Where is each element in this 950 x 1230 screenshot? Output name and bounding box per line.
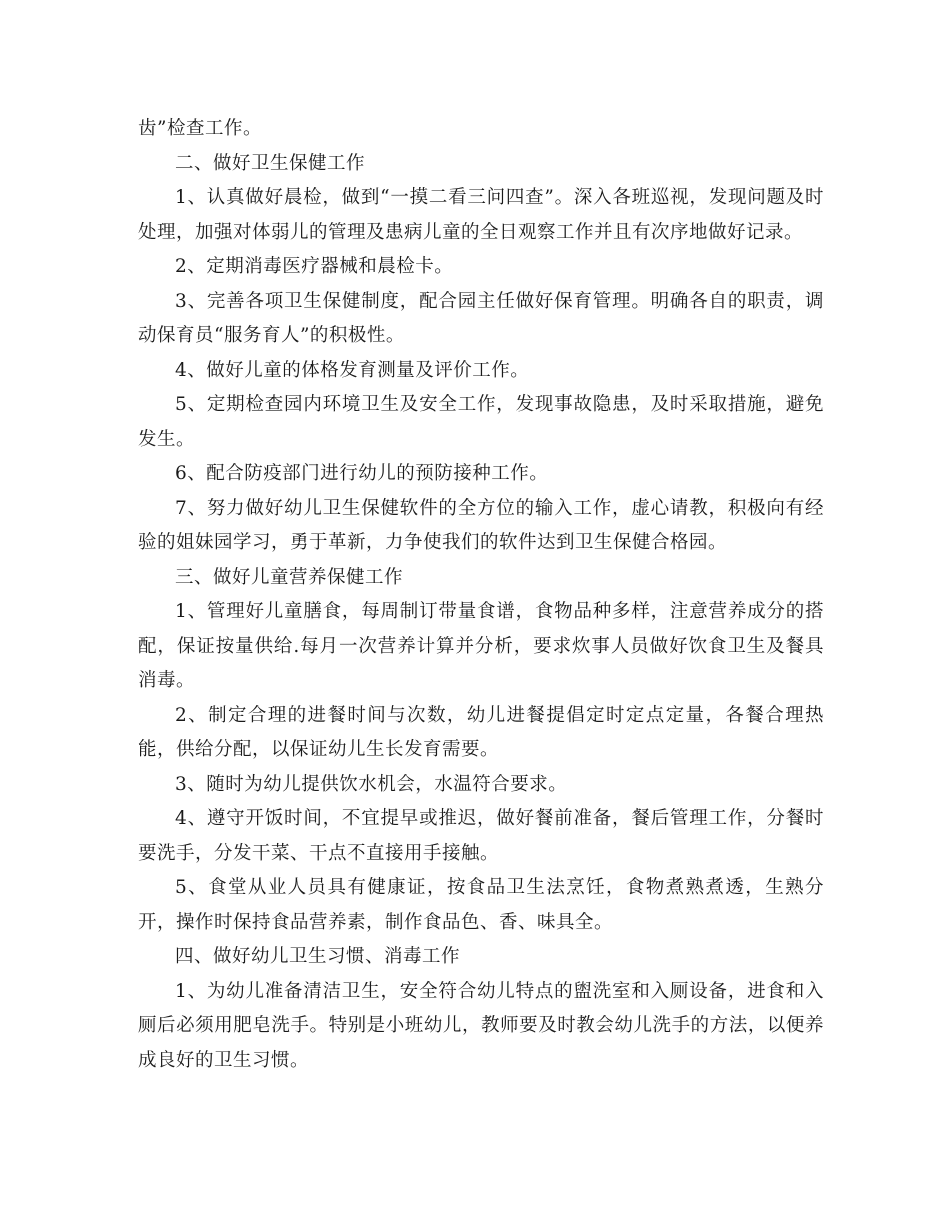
document-body <box>138 112 824 1078</box>
paragraph: 2、制定合理的进餐时间与次数，幼儿进餐提倡定时定点定量，各餐合理热能，供给分配，以保证幼儿生长发育需要。 <box>138 704 824 760</box>
paragraph: 1、为幼儿准备清洁卫生，安全符合幼儿特点的盥洗室和入厕设备，进食和入厕后必须用肥皂洗手。特别是小班幼儿，教师要及时教会幼儿洗手的方法，以便养成良好的卫生习惯。 <box>138 980 824 1071</box>
paragraph: 3、随时为幼儿提供饮水机会，水温符合要求。 <box>175 773 568 795</box>
section-heading-3: 三、做好儿童营养保健工作 <box>175 566 404 588</box>
paragraph: 5、食堂从业人员具有健康证，按食品卫生法烹饪，食物煮熟煮透，生熟分开，操作时保持食品营养素，制作食品色、香、味具全。 <box>138 877 824 933</box>
paragraph: 4、做好儿童的体格发育测量及评价工作。 <box>175 359 530 381</box>
section-heading-2: 二、做好卫生保健工作 <box>175 152 366 174</box>
paragraph: 1、认真做好晨检，做到“一摸二看三问四查”。深入各班巡视，发现问题及时处理，加强对体弱儿的管理及患病儿童的全日观察工作并且有次序地做好记录。 <box>138 187 824 243</box>
paragraph: 7、努力做好幼儿卫生保健软件的全方位的输入工作，虚心请教，积极向有经验的姐妹园学习，勇于革新，力争使我们的软件达到卫生保健合格园。 <box>138 497 824 553</box>
paragraph: 3、完善各项卫生保健制度，配合园主任做好保育管理。明确各自的职责，调动保育员“服务育人”的积极性。 <box>138 290 824 346</box>
paragraph: 6、配合防疫部门进行幼儿的预防接种工作。 <box>175 463 549 484</box>
section-heading-4: 四、做好幼儿卫生习惯、消毒工作 <box>175 946 461 967</box>
paragraph: 1、管理好儿童膳食，每周制订带量食谱，食物品种多样，注意营养成分的搭配，保证按量供给.每月一次营养计算并分析，要求炊事人员做好饮食卫生及餐具消毒。 <box>138 601 824 691</box>
paragraph-continuation: 齿”检查工作。 <box>138 118 262 139</box>
paragraph: 5、定期检查园内环境卫生及安全工作，发现事故隐患，及时采取措施，避免发生。 <box>138 394 824 450</box>
paragraph: 4、遵守开饭时间，不宜提早或推迟，做好餐前准备，餐后管理工作，分餐时要洗手，分发干菜、干点不直接用手接触。 <box>138 808 824 864</box>
paragraph: 2、定期消毒医疗器械和晨检卡。 <box>175 256 454 277</box>
